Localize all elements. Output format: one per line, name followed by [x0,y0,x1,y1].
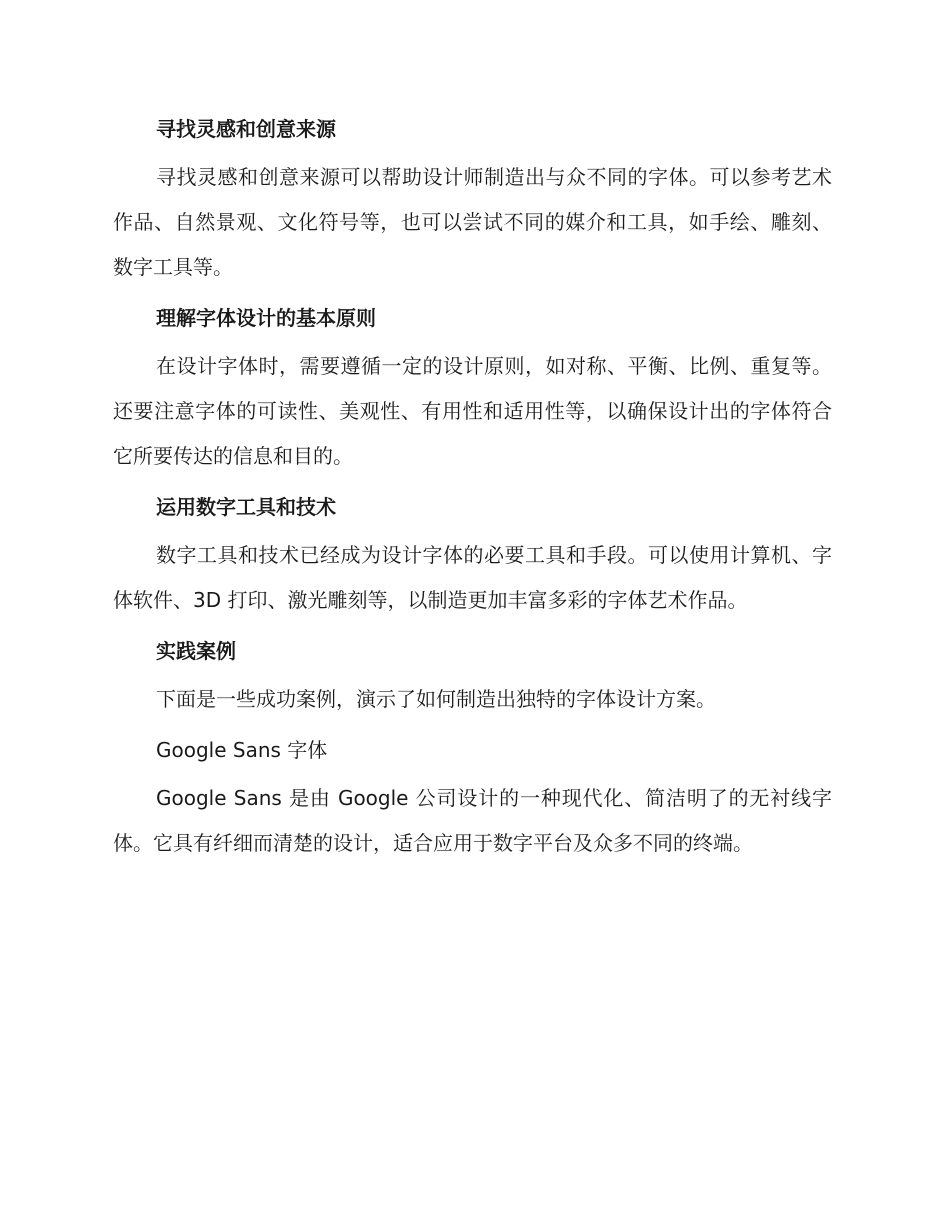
section-paragraph-principles: 在设计字体时，需要遵循一定的设计原则，如对称、平衡、比例、重复等。还要注意字体的可读性、美观性、有用性和适用性等，以确保设计出的字体符合它所要传达的信息和目的。 [113,354,832,468]
section-heading-case-studies: 实践案例 [156,639,236,663]
section-heading-google-sans: Google Sans 字体 [156,738,328,762]
section-paragraph-inspiration: 寻找灵感和创意来源可以帮助设计师制造出与众不同的字体。可以参考艺术作品、自然景观、文化符号等，也可以尝试不同的媒介和工具，如手绘、雕刻、数字工具等。 [113,165,832,279]
section-heading-inspiration: 寻找灵感和创意来源 [156,117,336,141]
section-heading-digital-tools: 运用数字工具和技术 [156,495,336,519]
section-heading-principles: 理解字体设计的基本原则 [156,306,376,330]
section-paragraph-google-sans: Google Sans 是由 Google 公司设计的一种现代化、简洁明了的无衬线字体。它具有纤细而清楚的设计，适合应用于数字平台及众多不同的终端。 [113,786,832,855]
section-paragraph-digital-tools: 数字工具和技术已经成为设计字体的必要工具和手段。可以使用计算机、字体软件、3D 打印、激光雕刻等，以制造更加丰富多彩的字体艺术作品。 [113,543,832,612]
section-paragraph-case-studies: 下面是一些成功案例，演示了如何制造出独特的字体设计方案。 [156,687,716,711]
